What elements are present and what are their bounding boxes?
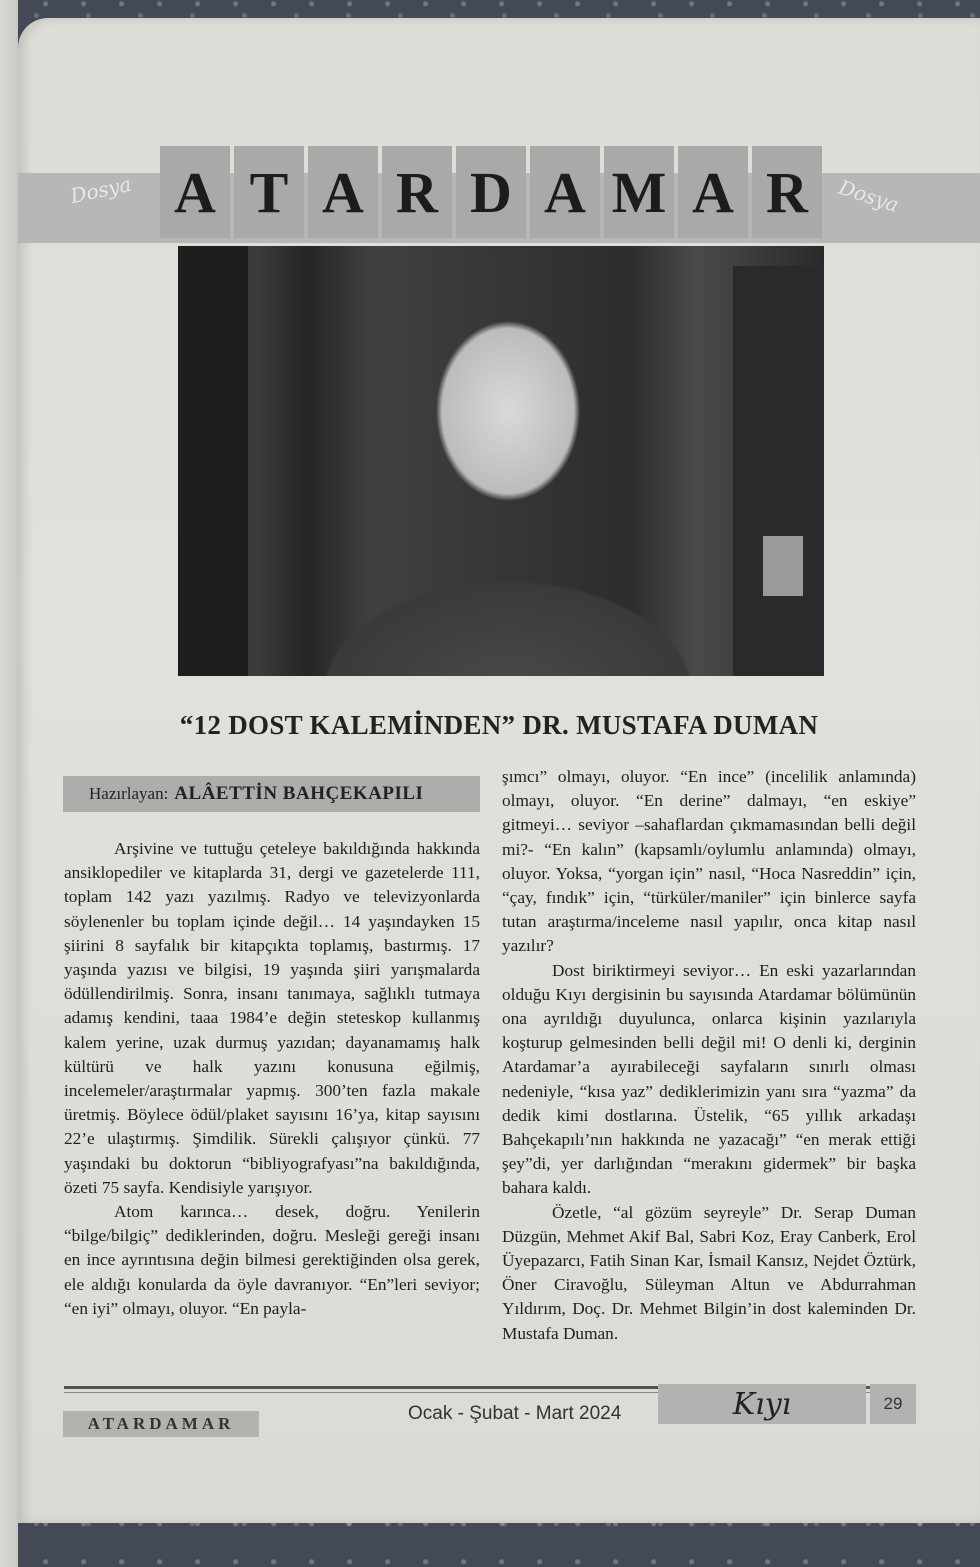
title-letter: T [234,146,304,238]
title-letter: A [678,146,748,238]
footer-issue-date: Ocak - Şubat - Mart 2024 [408,1403,622,1424]
title-letter: A [530,146,600,238]
title-letter: A [308,146,378,238]
section-title [160,146,826,242]
article-column-2 [502,765,916,1346]
portrait-photo [178,246,824,676]
section-tag-left: Dosya [68,171,134,209]
paragraph: Özetle, “al gözüm seyreyle” Dr. Serap Duman Düzgün, Mehmet Akif Bal, Sabri Koz, Eray Canberk, Erol Üyepazarcı, Fatih Sinan Kar, İsmail Kansız, Nejdet Öztürk, Öner Ciravoğlu, Süleyman Altun ve Abdurrahman Yıldırım, Doç. Dr. Mehmet Bilgin’in dost kaleminden Dr. Mustafa Duman. [502,1202,916,1343]
paragraph: Arşivine ve tuttuğu çeteleye bakıldığında hakkında ansiklopediler ve kitaplarda 31, dergi ve gazetelerde 111, toplam 142 yazı yazılmış. Radyo ve televizyonlarda söylenenler bu toplam içinde değil… 14 yaşındayken 15 şiirini 8 sayfalık bir kitapçıkta toplamış, bastırmış. 17 yaşında yazısı ve bilgisi, 19 yaşında şiiri yarışmalarda ödüllendirilmiş. Sonra, insanı tanımaya, sağlıklı tutmaya adamış kendini, taaa 1984’e değin steteskop kullanmış kalem yerine, uzak durmuş yazıdan; dayanamamış halk kültürü ve halk yazını konusuna eğilmiş, incelemeler/araştırmalar yapmış. 300’ten fazla makale üretmiş. Böylece ödül/plaket sayısını 16’ya, kitap sayısını 22’e ulaştırmış. Şimdilik. Sürekli çalışıyor çünkü. 77 yaşındaki bu doktorun “bibliyografyası”na bakıldığında, özeti 75 sayfa. Kendisiyle yarışıyor. [64,839,480,1197]
byline [63,776,480,812]
paragraph: Atom karınca… desek, doğru. Yenilerin “bilge/bilgiç” dediklerinden, doğru. Mesleği gereği insanı en ince ayrıntısına değin bilmesi gerektiğinden olsa gerek, ele aldığı konularda da öyle davranıyor. “En”leri seviyor; “en iyi” olmayı, oluyor. “En payla- [64,1202,480,1318]
paragraph: şımcı” olmayı, oluyor. “En ince” (incelilik anlamında) olmayı, oluyor. “En derine” dalmayı, “en eskiye” gitmeyi… seviyor –sahaflardan çıkmamasından belli değil mi?- “En kalın” (kapsamlı/oylumlu anlamında) olmayı, oluyor. Yoksa, “yorgan için” nasıl, “Hoca Nasreddin” için, “çay, fındık” için, “türküler/maniler” için binlerce sayfa tutan araştırma/inceleme nasıl yapılır, onca kitap nasıl yazılır? [502,767,916,956]
page-number: 29 [870,1384,916,1424]
section-tag-right: Dosya [835,175,902,217]
title-letter: M [604,146,674,238]
article-headline: “12 DOST KALEMİNDEN” DR. MUSTAFA DUMAN [179,710,819,740]
article-column-1 [64,837,480,1321]
framed-certificate [763,536,803,596]
byline-author: ALÂETTİN BAHÇEKAPILI [174,783,424,804]
footer-section-label: ATARDAMAR [63,1411,259,1437]
title-letter: A [160,146,230,238]
bookshelf-left [178,246,248,676]
title-letter: R [382,146,452,238]
facing-page-edge [0,0,18,1567]
byline-label: Hazırlayan: [89,784,169,803]
title-letter: D [456,146,526,238]
paragraph: Dost biriktirmeyi seviyor… En eski yazarlarından olduğu Kıyı dergisinin bu sayısında Atardamar bölümünün ona ayrıldığı duyulunca, onlarca kişinin yazılarıyla koşturup gelmesinden belli değil mi! O denli ki, derginin Atardamar’a ayırabileceği sayfaların sınırlı olması nedeniyle, “kısa yaz” dediklerimizin yanı sıra “yazma” da dedik kimi dostlarına. Üstelik, “65 yıllık arkadaşı Bahçekapılı’nın hakkında ne yazacağı” “en merak ettiği şey”di, yer darlığından “merakını gidermek” bir başka bahara kaldı. [502,960,916,1198]
magazine-page [18,18,980,1523]
title-letter: R [752,146,822,238]
bookshelf-right [733,266,824,676]
magazine-logo: Kıyı [658,1384,866,1424]
